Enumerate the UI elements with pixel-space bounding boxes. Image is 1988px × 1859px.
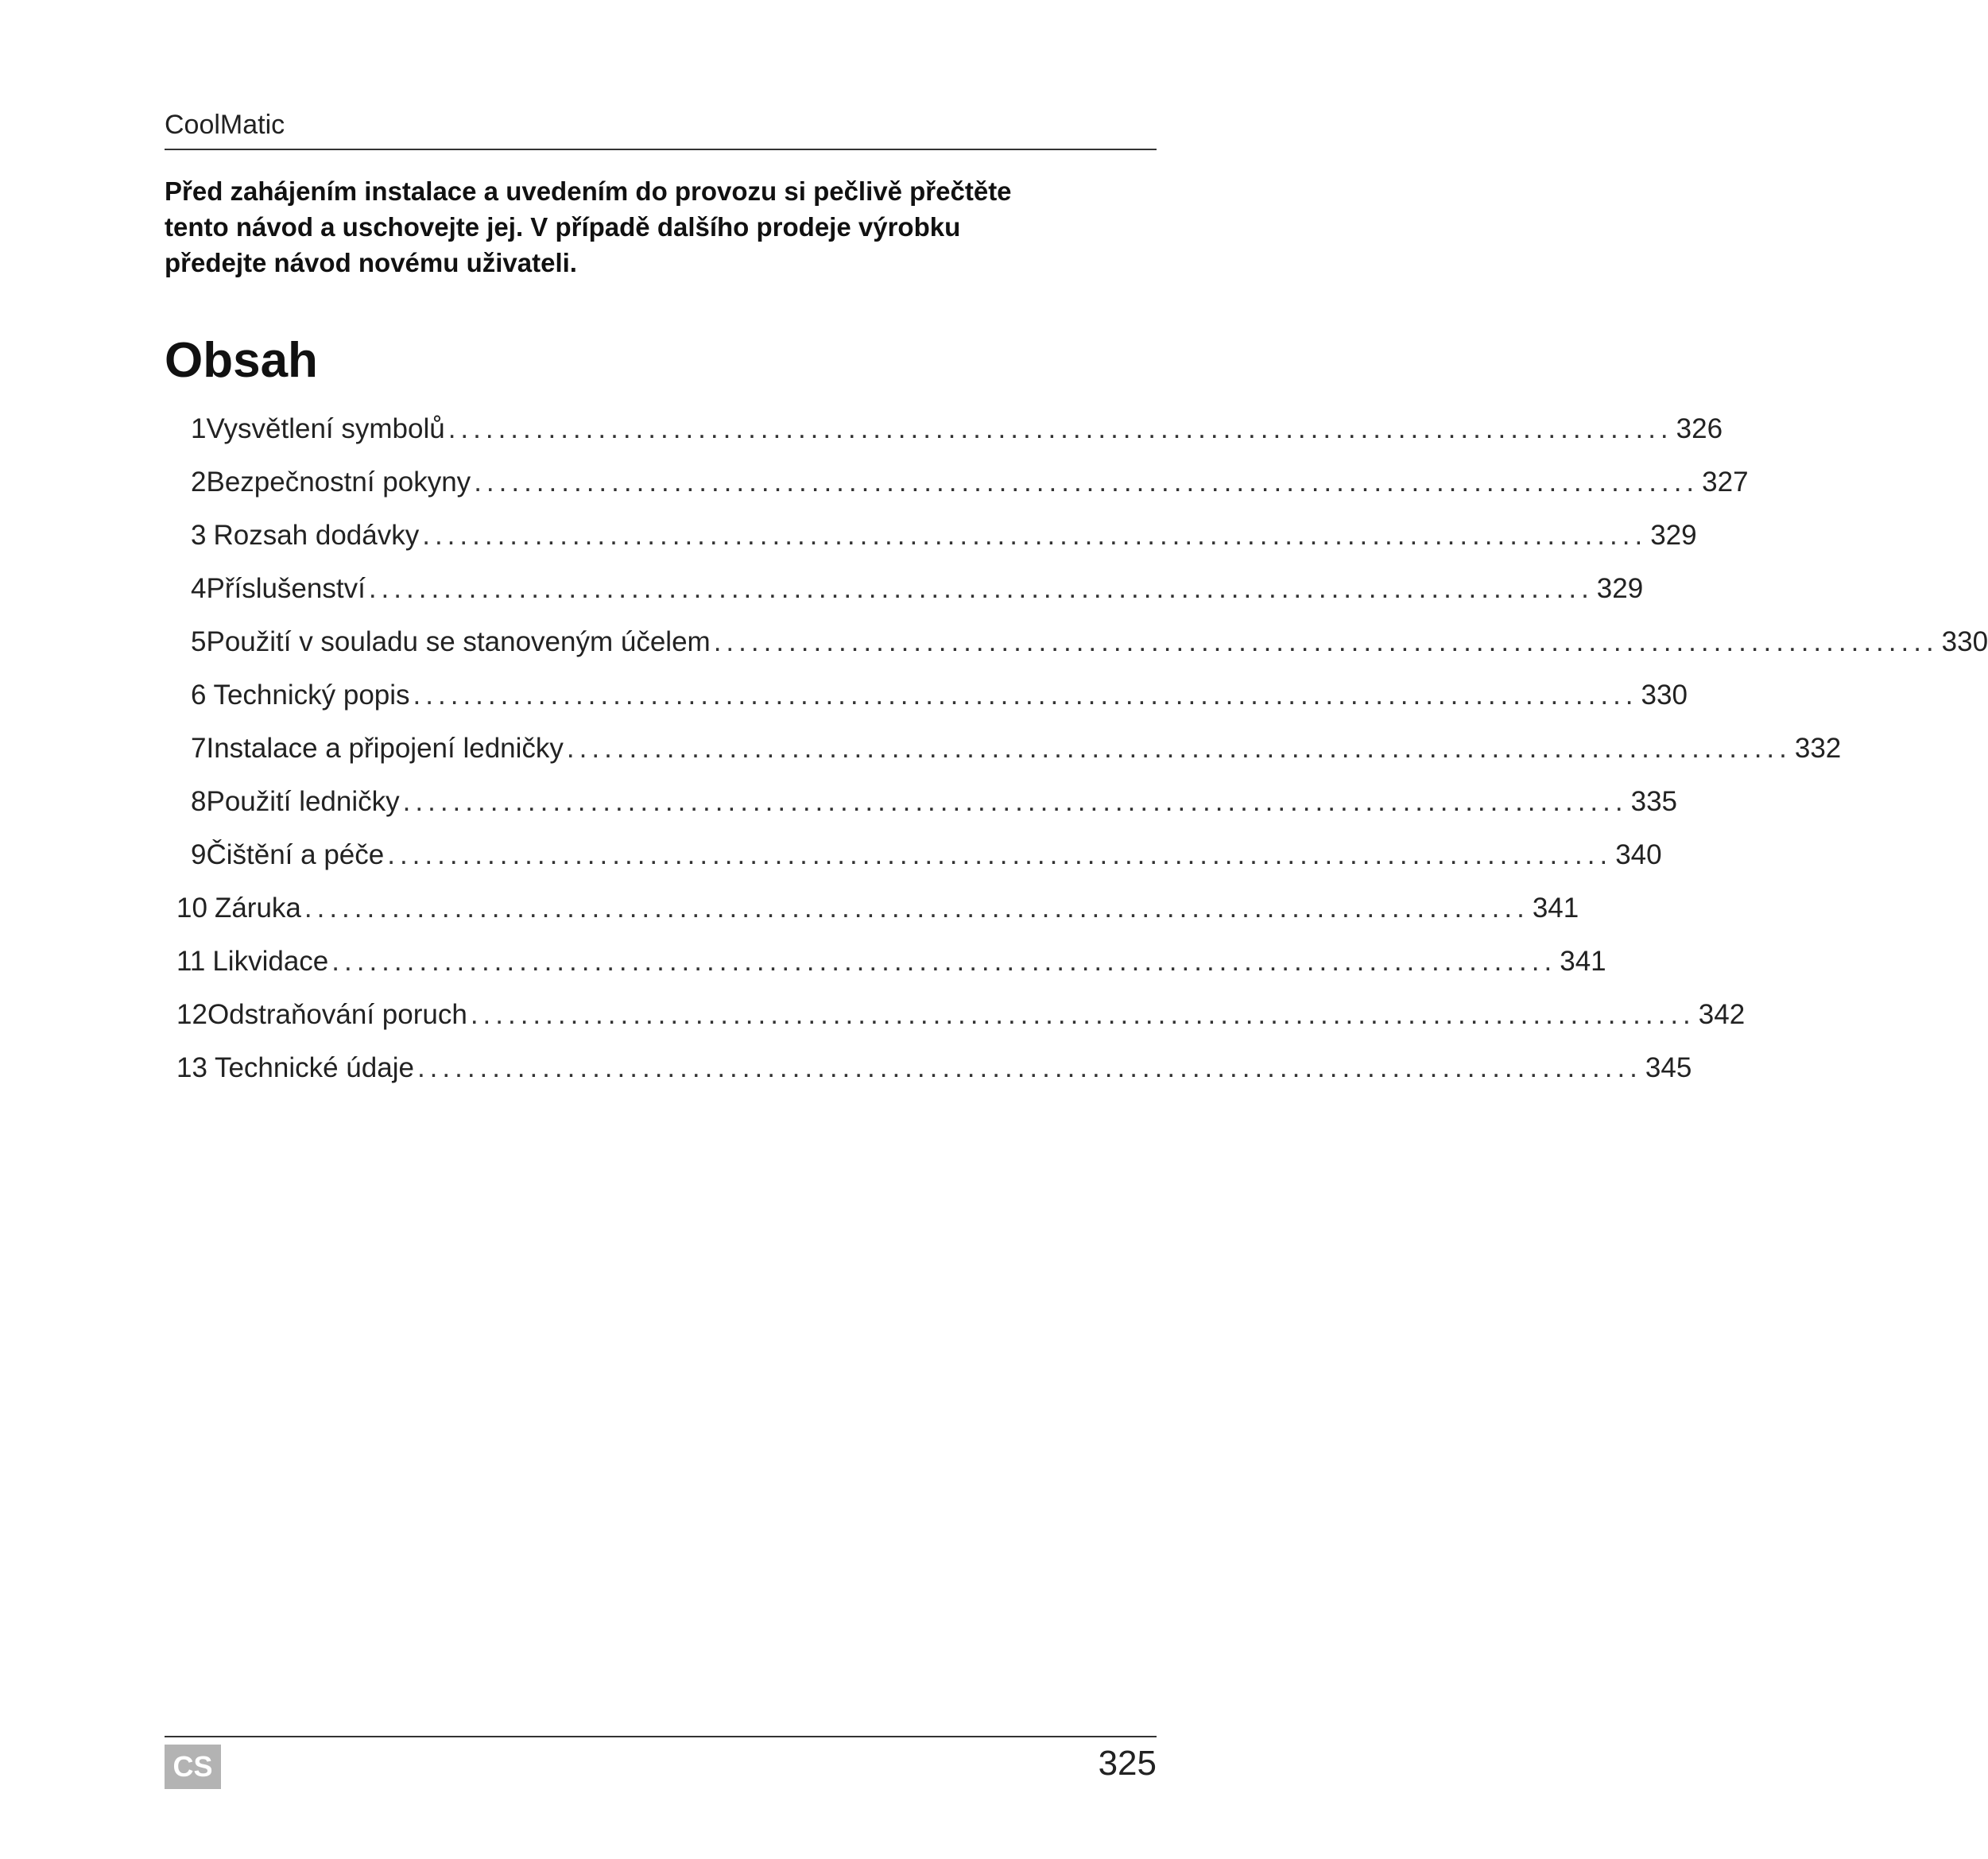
toc-entry-page: 327	[1702, 467, 1749, 498]
toc-entry[interactable]	[191, 731, 1842, 766]
toc-entry-number: 7	[191, 733, 207, 764]
toc-entry-label: Záruka	[214, 893, 301, 924]
toc-leader-dots: ..................................................................................................	[422, 520, 1648, 551]
toc-entry-page: 330	[1941, 626, 1988, 657]
toc-leader-dots: ..................................................................................................	[413, 680, 1638, 711]
intro-line: tento návod a uschovejte jej. V případě dalšího prodeje výrobku	[165, 212, 961, 242]
toc-entry-label: Vysvětlení symbolů	[206, 413, 445, 444]
toc-entry-number: 9	[191, 839, 207, 870]
intro-line: Před zahájením instalace a uvedením do provozu si pečlivě přečtěte	[165, 176, 1012, 206]
toc-entry-number: 3	[191, 520, 207, 551]
toc-leader-dots: ..................................................................................................	[368, 573, 1594, 604]
toc-entry-label: Instalace a připojení ledničky	[206, 733, 564, 764]
toc-entry-page: 335	[1630, 786, 1678, 817]
toc-entry-number: 2	[191, 467, 207, 498]
toc-entry-number: 6	[191, 680, 207, 711]
page-number: 325	[1098, 1744, 1157, 1783]
toc-entry-label: Čištění a péče	[206, 839, 385, 870]
toc-entry-label: Likvidace	[212, 946, 329, 977]
toc-leader-dots: ..................................................................................................	[713, 626, 1939, 657]
toc-entry-page: 341	[1560, 946, 1606, 977]
toc-entry-label: Odstraňování poruch	[207, 999, 467, 1030]
toc-entry-page: 330	[1641, 680, 1688, 711]
toc-entry-label: Rozsah dodávky	[213, 520, 420, 551]
toc-entry-label: Technické údaje	[214, 1052, 414, 1083]
toc-entry-label: Použití ledničky	[206, 786, 400, 817]
toc-entry[interactable]	[176, 997, 1746, 1032]
toc-leader-dots: ..................................................................................................	[417, 1052, 1642, 1083]
toc-entry-label: Použití v souladu se stanoveným účelem	[206, 626, 711, 657]
toc-entry[interactable]	[176, 944, 1606, 979]
document-header-title: CoolMatic	[165, 110, 285, 140]
toc-entry-page: 340	[1615, 839, 1662, 870]
toc-leader-dots: ..................................................................................................	[331, 946, 1557, 977]
intro-notice	[165, 173, 1166, 281]
toc-entry[interactable]	[176, 1051, 1692, 1086]
toc-entry[interactable]	[191, 518, 1697, 553]
toc-entry-page: 345	[1645, 1052, 1692, 1083]
toc-entry-page: 332	[1794, 733, 1842, 764]
toc-entry-label: Příslušenství	[206, 573, 366, 604]
toc-entry-page: 329	[1650, 520, 1697, 551]
header-divider	[165, 149, 1157, 150]
language-badge: CS	[165, 1745, 221, 1789]
toc-entry[interactable]	[191, 625, 1988, 660]
toc-leader-dots: ..................................................................................................	[566, 733, 1792, 764]
toc-entry-page: 326	[1676, 413, 1723, 444]
toc-entry-page: 329	[1596, 573, 1644, 604]
toc-leader-dots: ..................................................................................................	[304, 893, 1529, 924]
toc-entry-number: 11	[176, 946, 206, 977]
toc-leader-dots: ..................................................................................................	[470, 999, 1695, 1030]
toc-entry[interactable]	[176, 891, 1579, 926]
toc-entry[interactable]	[191, 465, 1749, 500]
toc-leader-dots: ..................................................................................................	[387, 839, 1613, 870]
toc-entry-page: 342	[1698, 999, 1746, 1030]
toc-leader-dots: ..................................................................................................	[402, 786, 1628, 817]
toc-leader-dots: ..................................................................................................	[448, 413, 1673, 444]
toc-entry-number: 4	[191, 573, 207, 604]
toc-entry[interactable]	[191, 838, 1662, 873]
toc-entry[interactable]	[191, 678, 1688, 713]
toc-entry-number: 1	[191, 413, 207, 444]
toc-entry-page: 341	[1532, 893, 1579, 924]
toc-entry[interactable]	[191, 412, 1723, 447]
toc-entry[interactable]	[191, 571, 1644, 606]
toc-entry[interactable]	[191, 784, 1678, 819]
toc-heading: Obsah	[165, 333, 318, 388]
toc-entry-label: Bezpečnostní pokyny	[206, 467, 471, 498]
toc-entry-number: 10	[176, 893, 207, 924]
toc-entry-label: Technický popis	[213, 680, 410, 711]
toc-leader-dots: ..................................................................................................	[474, 467, 1699, 498]
intro-line: předejte návod novému uživateli.	[165, 248, 577, 277]
toc-entry-number: 12	[176, 999, 207, 1030]
toc-entry-number: 13	[176, 1052, 207, 1083]
toc-entry-number: 8	[191, 786, 207, 817]
toc-entry-number: 5	[191, 626, 207, 657]
footer-divider	[165, 1736, 1157, 1737]
